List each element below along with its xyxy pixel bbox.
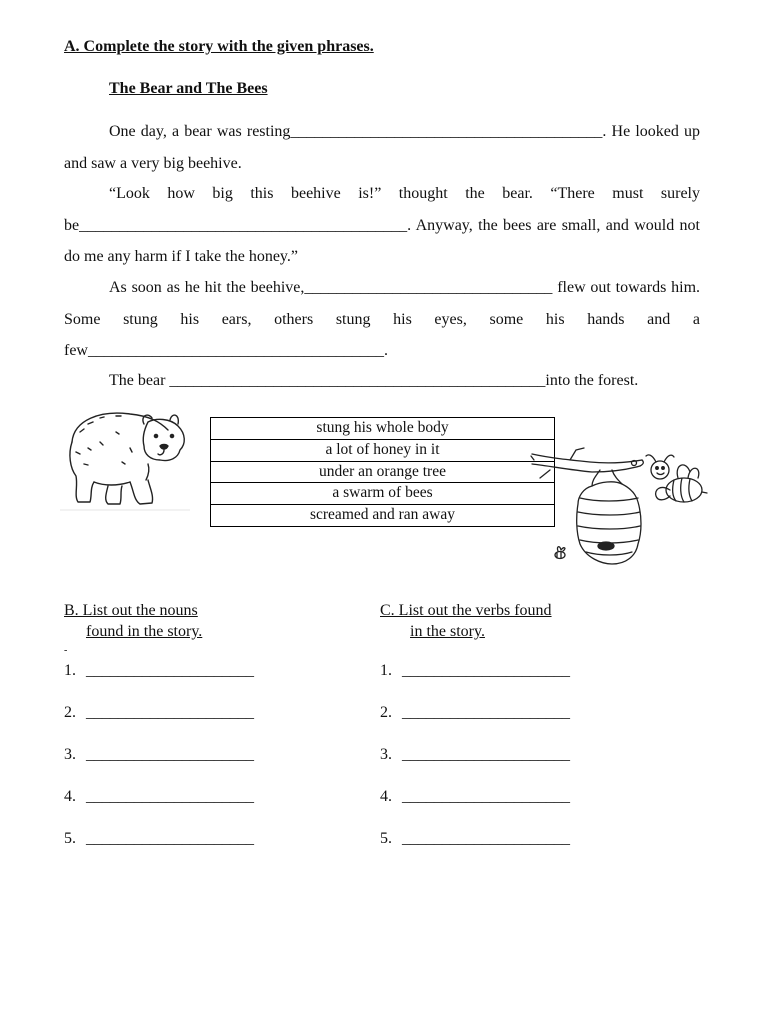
phrase-item: screamed and ran away (211, 505, 554, 527)
phrase-item: stung his whole body (211, 418, 554, 440)
p2-text-a: “Look how big this beehive is!” thought the bear. “There must surely be (64, 185, 700, 234)
verb-list-number: 1. (380, 662, 392, 679)
p3-text-c: . (383, 342, 388, 359)
story-paragraph-1 (64, 116, 700, 179)
phrase-box (210, 417, 555, 527)
noun-blank[interactable]: _____________________ (86, 704, 254, 721)
phrase-item: a lot of honey in it (211, 440, 554, 462)
noun-blank[interactable]: _____________________ (86, 830, 254, 847)
noun-list-number: 3. (64, 746, 76, 763)
section-b-title-line1: B. List out the nouns (64, 602, 198, 619)
noun-list-number: 1. (64, 662, 76, 679)
p3-text-b: flew out towards him. Some stung his ears, others stung his eyes, some his hands and a few (64, 279, 701, 359)
blank-2[interactable]: _________________________________________ (79, 216, 408, 234)
verb-list-number: 5. (380, 830, 392, 847)
noun-list-item (64, 788, 254, 806)
blank-4[interactable]: _____________________________________ (87, 342, 384, 359)
verb-list-number: 2. (380, 704, 392, 721)
blank-5[interactable]: _______________________________________________ (169, 372, 546, 389)
noun-list-number: 5. (64, 830, 76, 847)
p4-text-a: The bear (109, 372, 170, 389)
p2-text-b: . Anyway, the bees are small, and would not do me any harm if I take the honey.” (64, 216, 700, 265)
section-c-title-line2: in the story. (410, 623, 485, 640)
p4-text-b: into the forest. (545, 372, 639, 389)
story-title: The Bear and The Bees (109, 80, 268, 97)
noun-list-item (64, 830, 254, 848)
verb-list-item (380, 704, 570, 722)
verb-list-item (380, 788, 570, 806)
verb-list-item (380, 746, 570, 764)
noun-list-number: 2. (64, 704, 76, 721)
p1-text-a: One day, a bear was resting (109, 123, 291, 140)
verb-blank[interactable]: _____________________ (402, 704, 570, 721)
noun-blank[interactable]: _____________________ (86, 662, 254, 679)
p3-text-a: As soon as he hit the beehive, (109, 279, 305, 296)
verb-blank[interactable]: _____________________ (402, 746, 570, 763)
noun-list-item (64, 704, 254, 722)
noun-list-item (64, 746, 254, 764)
phrase-item: a swarm of bees (211, 483, 554, 505)
verb-blank[interactable]: _____________________ (402, 788, 570, 805)
p1-text-b: . He looked up and saw a very big beehive. (64, 123, 701, 172)
verb-list-number: 3. (380, 746, 392, 763)
verb-list-item (380, 662, 570, 680)
bear-illustration (60, 402, 192, 512)
section-a-heading: A. Complete the story with the given phrases. (64, 38, 374, 55)
stray-mark: - (64, 645, 68, 656)
noun-list-item (64, 662, 254, 680)
verb-list-number: 4. (380, 788, 392, 805)
noun-list-number: 4. (64, 788, 76, 805)
verb-blank[interactable]: _____________________ (402, 662, 570, 679)
blank-1[interactable]: _______________________________________ (290, 123, 603, 140)
noun-blank[interactable]: _____________________ (86, 746, 254, 763)
beehive-illustration (530, 440, 708, 572)
phrase-item: under an orange tree (211, 462, 554, 484)
story-paragraph-2 (64, 178, 700, 273)
blank-3[interactable]: _______________________________ (304, 279, 553, 296)
verb-blank[interactable]: _____________________ (402, 830, 570, 847)
verb-list-item (380, 830, 570, 848)
story-paragraph-3 (64, 272, 700, 367)
section-c-title-line1: C. List out the verbs found (380, 602, 552, 619)
noun-blank[interactable]: _____________________ (86, 788, 254, 805)
story-paragraph-4 (64, 365, 700, 397)
section-b-title-line2: found in the story. (86, 623, 203, 640)
